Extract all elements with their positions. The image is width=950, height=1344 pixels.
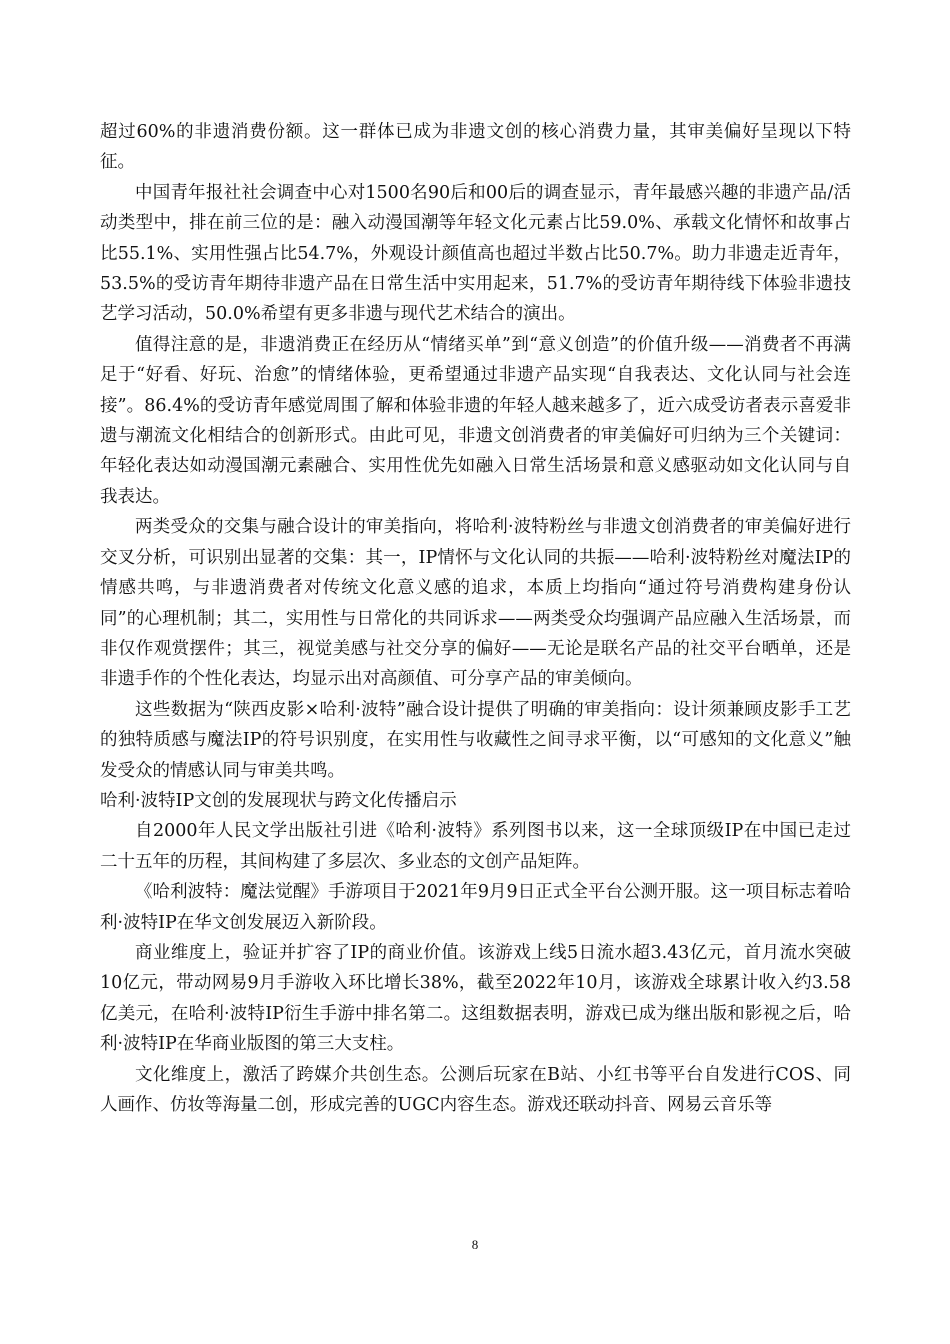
paragraph-cultural-dimension: 文化维度上，激活了跨媒介共创生态。公测后玩家在B站、小红书等平台自发进行COS、同人画作、仿妆等海量二创，形成完善的UGC内容生态。游戏还联动抖音、网易云音乐等 <box>100 1064 851 1115</box>
paragraph-audience-intersection: 两类受众的交集与融合设计的审美指向，将哈利·波特粉丝与非遗文创消费者的审美偏好进行交叉分析，可识别出显著的交集：其一，IP情怀与文化认同的共振——哈利·波特粉丝对魔法IP的情感共鸣，与非遗消费者对传统文化意义感的追求，本质上均指向“通过符号消费构建身份认同”的心理机制；其二，实用性与日常化的共同诉求——两类受众均强调产品应融入生活场景，而非仅作观赏摆件；其三，视觉美感与社交分享的偏好——无论是联名产品的社交平台晒单，还是非遗手作的个性化表达，均显示出对高颜值、可分享产品的审美倾向。 <box>100 517 851 690</box>
paragraph-value-upgrade: 值得注意的是，非遗消费正在经历从“情绪买单”到“意义创造”的价值升级——消费者不再满足于“好看、好玩、治愈”的情绪体验，更希望通过非遗产品实现“自我表达、文化认同与社会连接”。86.4%的受访青年感觉周围了解和体验非遗的年轻人越来越多了，近六成受访者表示喜爱非遗与潮流文化相结合的创新形式。由此可见，非遗文创消费者的审美偏好可归纳为三个关键词：年轻化表达如动漫国潮元素融合、实用性优先如融入日常生活场景和意义感驱动如文化认同与自我表达。 <box>100 334 851 507</box>
page-number: 8 <box>471 1237 479 1252</box>
paragraph-ip-history: 自2000年人民文学出版社引进《哈利·波特》系列图书以来，这一全球顶级IP在中国已走过二十五年的历程，其间构建了多层次、多业态的文创产品矩阵。 <box>100 821 851 872</box>
paragraph-mobile-game: 《哈利波特：魔法觉醒》手游项目于2021年9月9日正式全平台公测开服。这一项目标志着哈利·波特IP在华文创发展迈入新阶段。 <box>100 882 851 933</box>
paragraph-youth-survey: 中国青年报社社会调查中心对1500名90后和00后的调查显示，青年最感兴趣的非遗产品/活动类型中，排在前三位的是：融入动漫国潮等年轻文化元素占比59.0%、承载文化情怀和故事占比55.1%、实用性强占比54.7%，外观设计颜值高也超过半数占比50.7%。助力非遗走近青年，53.5%的受访青年期待非遗产品在日常生活中实用起来，51.7%的受访青年期待线下体验非遗技艺学习活动，50.0%希望有更多非遗与现代艺术结合的演出。 <box>100 182 851 325</box>
paragraph-continuation: 超过60%的非遗消费份额。这一群体已成为非遗文创的核心消费力量，其审美偏好呈现以下特征。 <box>100 122 851 173</box>
paragraph-commercial-dimension: 商业维度上，验证并扩容了IP的商业价值。该游戏上线5日流水超3.43亿元，首月流水突破10亿元，带动网易9月手游收入环比增长38%，截至2022年10月，该游戏全球累计收入约3.58亿美元，在哈利·波特IP衍生手游中排名第二。这组数据表明，游戏已成为继出版和影视之后，哈利·波特IP在华商业版图的第三大支柱。 <box>100 942 851 1055</box>
paragraph-design-direction: 这些数据为“陕西皮影×哈利·波特”融合设计提供了明确的审美指向：设计须兼顾皮影手工艺的独特质感与魔法IP的符号识别度，在实用性与收藏性之间寻求平衡，以“可感知的文化意义”触发受众的情感认同与审美共鸣。 <box>100 699 851 781</box>
document-body <box>100 117 851 1120</box>
section-heading: 哈利·波特IP文创的发展现状与跨文化传播启示 <box>100 790 457 811</box>
